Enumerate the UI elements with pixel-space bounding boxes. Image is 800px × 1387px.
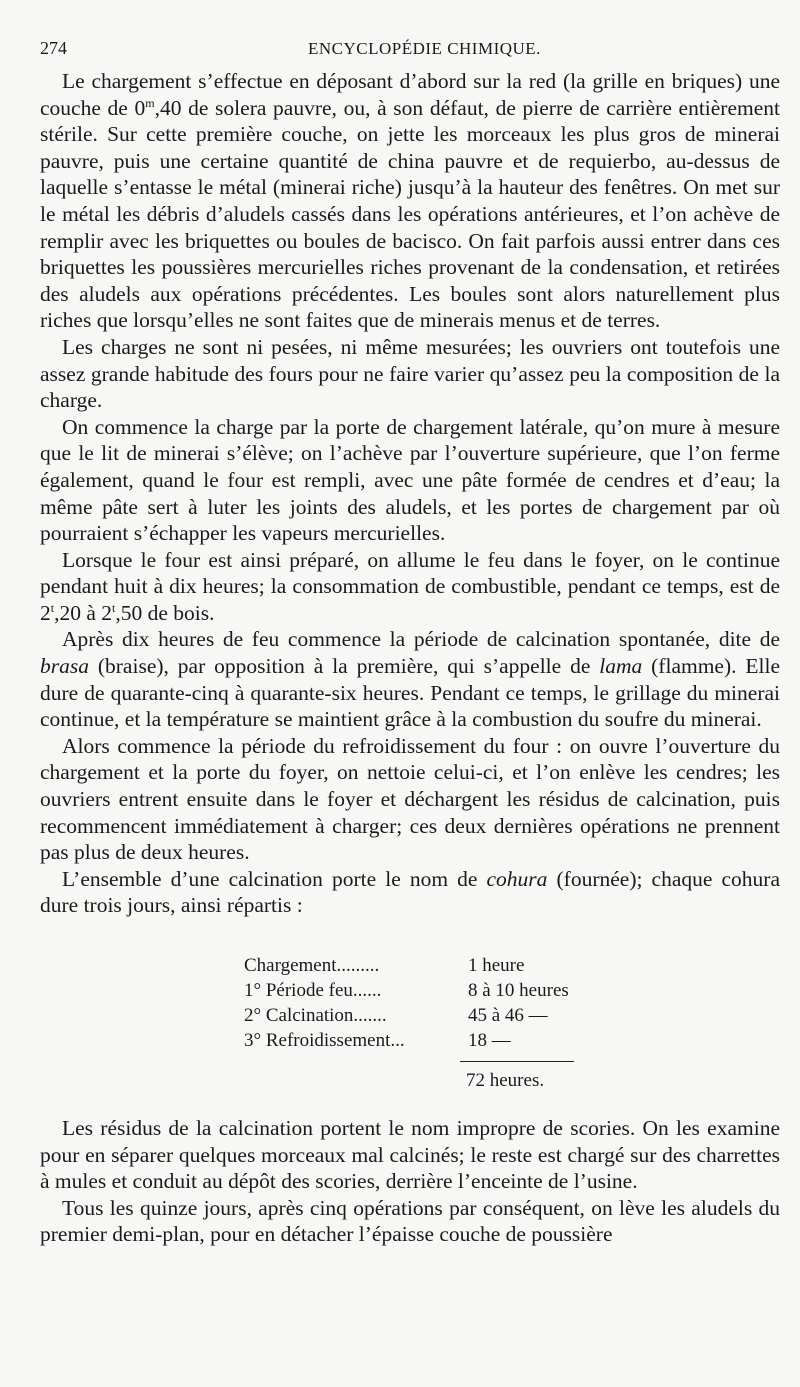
body-text xyxy=(40,68,780,919)
paragraph: Le chargement s’effectue en déposant d’abord sur la red (la grille en briques) une couche de 0$^m$,40 de solera pauvre, ou, à son défaut, de pierre de carrière entièrement stérile. Sur cette première couche, on jette les morceaux les plus gros de minerai pauvre, puis une certaine quantité de china pauvre et de requierbo, au-dessus de laquelle s’entasse le métal (minerai riche) jusqu’à la hauteur des fenêtres. On met sur le métal les débris d’aludels cassés dans les opérations antérieures, et l’on achève de remplir avec les briquettes ou boules de bacisco. On fait parfois aussi entrer dans ces briquettes les poussières mercurielles riches provenant de la condensation, et retirées des aludels aux opérations précédentes. Les boules sont alors naturellement plus riches que lorsqu’elles ne sont faites que de minerais menus et de terres. xyxy=(40,69,781,333)
schedule-label: 1° Période feu...... xyxy=(244,980,382,1001)
paragraph: Après dix heures de feu commence la période de calcination spontanée, dite de brasa (braise), par opposition à la première, qui s’appelle de lama (flamme). Elle dure de quarante-cinq à quarante-six heures. Pendant ce temps, le grillage du minerai continue, et la température se maintient grâce à la combustion du soufre du minerai. xyxy=(40,627,781,732)
sum-rule xyxy=(460,1061,574,1062)
schedule-row xyxy=(244,953,584,978)
calcination-schedule xyxy=(244,953,584,1093)
schedule-total: 72 heures. xyxy=(466,1070,545,1091)
schedule-label: Chargement......... xyxy=(244,955,380,976)
paragraph: On commence la charge par la porte de chargement latérale, qu’on mure à mesure que le lit de minerai s’élève; on l’achève par l’ouverture supérieure, que l’on ferme également, quand le four est rempli, avec une pâte formée de cendres et d’eau; la même pâte sert à luter les joints des aludels, et les portes de chargement par où pourraient s’échapper les vapeurs mercurielles. xyxy=(40,414,780,546)
paragraph: Les résidus de la calcination portent le nom impropre de scories. On les examine pour en séparer quelques morceaux mal calcinés; le reste est chargé sur des charrettes à mules et conduit au dépôt des scories, derrière l’enceinte de l’usine. xyxy=(40,1116,780,1194)
schedule-label: 3° Refroidissement... xyxy=(244,1030,405,1051)
schedule-label: 2° Calcination....... xyxy=(244,1005,387,1026)
page-number: 274 xyxy=(40,38,67,58)
paragraph: Tous les quinze jours, après cinq opérations par conséquent, on lève les aludels du premier demi-plan, pour en détacher l’épaisse couche de poussière xyxy=(40,1195,780,1247)
paragraph: Lorsque le four est ainsi préparé, on allume le feu dans le foyer, on le continue pendant huit à dix heures; la consommation de combustible, pendant ce temps, est de 2$^t$,20 à 2$^t$,50 de bois. xyxy=(40,547,780,625)
schedule-value: 45 à 46 — xyxy=(468,1005,548,1026)
paragraph: L’ensemble d’une calcination porte le nom de cohura (fournée); chaque cohura dure trois jours, ainsi répartis : xyxy=(40,866,780,918)
schedule-value: 1 heure xyxy=(468,955,525,976)
schedule-row xyxy=(244,1028,584,1053)
paragraph: Les charges ne sont ni pesées, ni même mesurées; les ouvriers ont toutefois une assez grande habitude des fours pour ne faire varier qu’assez peu la composition de la charge. xyxy=(40,334,780,413)
schedule-row xyxy=(244,1003,584,1028)
running-title: ENCYCLOPÉDIE CHIMIQUE. xyxy=(308,39,541,58)
schedule-row xyxy=(244,978,584,1003)
page-header xyxy=(40,38,780,68)
schedule-value: 18 — xyxy=(468,1030,511,1051)
schedule-value: 8 à 10 heures xyxy=(468,980,569,1001)
body-text-continued xyxy=(40,1115,780,1248)
paragraph: Alors commence la période du refroidissement du four : on ouvre l’ouverture du chargement et la porte du foyer, on nettoie celui-ci, et l’on enlève les cendres; les ouvriers entrent ensuite dans le foyer et déchargent les résidus de calcination, puis recommencent immédiatement à charger; ces deux dernières opérations ne prennent pas plus de deux heures. xyxy=(40,733,780,865)
